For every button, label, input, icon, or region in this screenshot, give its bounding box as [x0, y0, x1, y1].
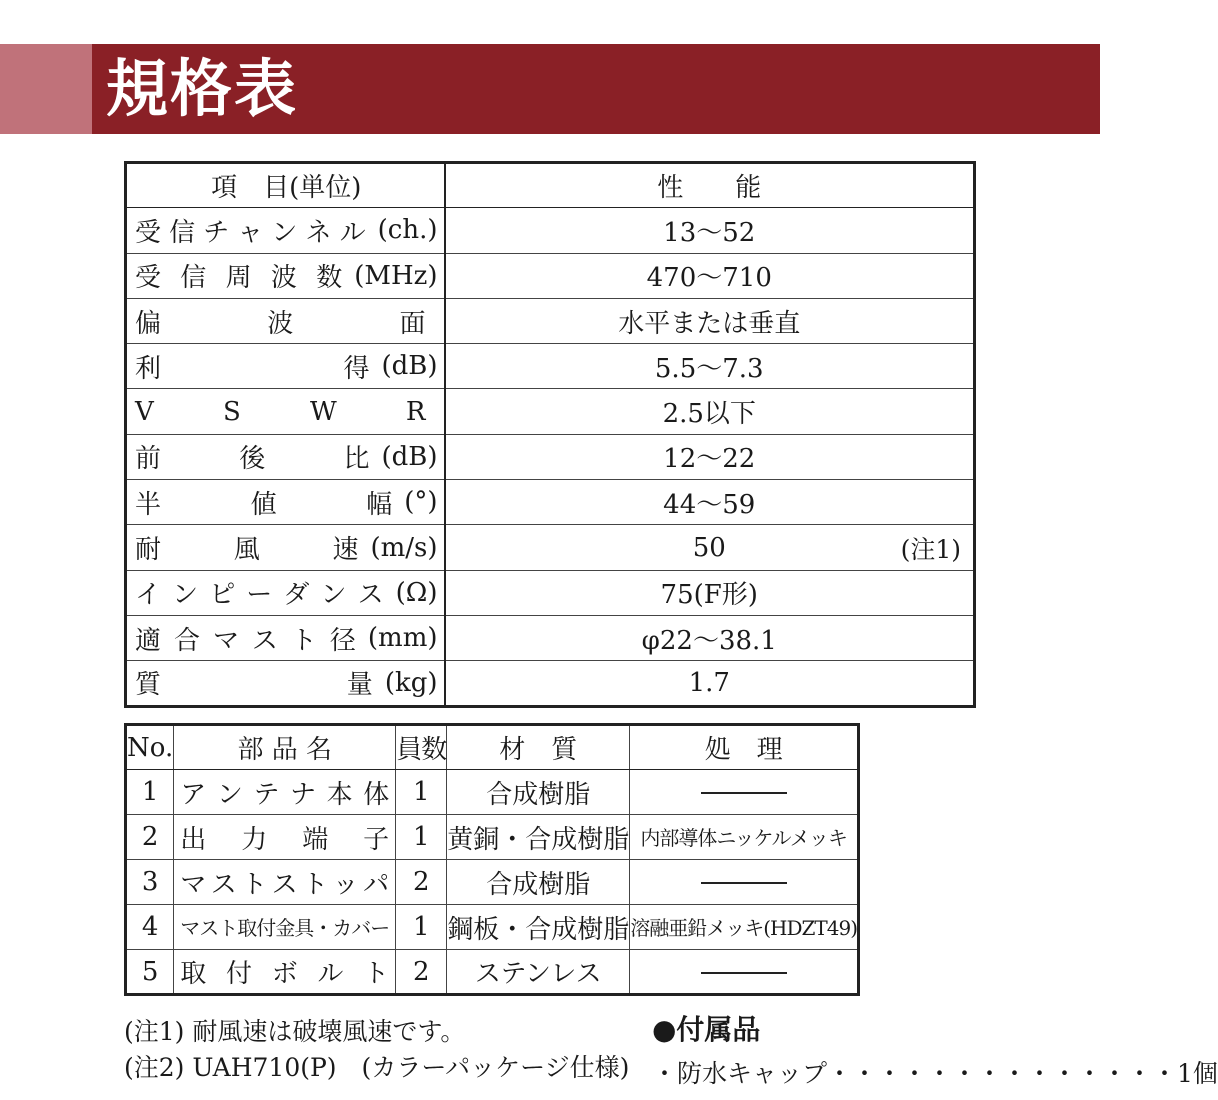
spec-item-value: 470〜710: [646, 263, 772, 294]
spec-item-unit: (kg): [384, 667, 438, 698]
part-material: 鋼板・合成樹脂: [447, 905, 630, 950]
parts-row: [126, 860, 859, 905]
spec-item-value: 12〜22: [663, 444, 756, 475]
spec-row: [126, 570, 975, 615]
spec-item-value: 1.7: [688, 667, 730, 698]
parts-row: [126, 770, 859, 815]
part-process: [630, 860, 859, 905]
spec-item-value: 13〜52: [663, 217, 756, 248]
parts-header-no: No.: [126, 725, 174, 770]
part-no: 3: [126, 860, 174, 905]
spec-row: [126, 389, 975, 434]
spec-item-value-cell: [445, 434, 975, 479]
parts-header-name: 部 品 名: [174, 725, 396, 770]
spec-item-label: [126, 525, 445, 570]
part-name: 取 付 ボ ル ト: [174, 950, 396, 995]
spec-row: [126, 208, 975, 253]
spec-row: [126, 298, 975, 343]
spec-row: [126, 661, 975, 706]
spec-item-label: [126, 298, 445, 343]
part-no: 5: [126, 950, 174, 995]
spec-item-label: [126, 208, 445, 253]
spec-row: [126, 253, 975, 298]
spec-item-value-cell: [445, 208, 975, 253]
accessories-title: ●付属品: [652, 1013, 761, 1046]
parts-header-row: [126, 725, 859, 770]
spec-item-unit: (dB): [381, 441, 438, 472]
spec-item-unit: (m/s): [370, 532, 438, 563]
spec-item-unit: (°): [404, 487, 438, 518]
part-process: 溶融亜鉛メッキ(HDZT49): [630, 905, 859, 950]
spec-item-value-cell: [445, 389, 975, 434]
spec-row: [126, 525, 975, 570]
spec-item-label: [126, 615, 445, 660]
part-name: ア ン テ ナ 本 体: [174, 770, 396, 815]
spec-item-value-cell: [445, 661, 975, 706]
spec-item-unit: (mm): [367, 623, 438, 654]
parts-table: [124, 723, 860, 996]
part-material: ステンレス: [447, 950, 630, 995]
spec-row: [126, 344, 975, 389]
part-no: 1: [126, 770, 174, 815]
accessories-item: ・防水キャップ・・・・・・・・・・・・・・1個: [652, 1059, 1218, 1088]
spec-item-name: 利 得: [135, 353, 370, 384]
spec-item-unit: (ch.): [377, 215, 438, 246]
parts-header-material: 材 質: [447, 725, 630, 770]
note-1: (注1) 耐風速は破壊風速です。: [124, 1017, 466, 1046]
spec-item-name: 適 合 マ ス ト 径: [135, 625, 356, 656]
spec-item-value: 5.5〜7.3: [654, 353, 764, 384]
spec-item-unit: (dB): [381, 351, 438, 382]
spec-note-ref: (注1): [900, 534, 961, 564]
spec-item-label: [126, 253, 445, 298]
spec-item-name: 偏 波 面: [135, 308, 426, 339]
spec-item-label: [126, 480, 445, 525]
parts-row: [126, 950, 859, 995]
part-name: マスト取付金具・カバー: [174, 905, 396, 950]
note-2: (注2) UAH710(P) (カラーパッケージ仕様): [124, 1053, 630, 1082]
part-name: 出 力 端 子: [174, 815, 396, 860]
spec-item-value: 2.5以下: [662, 399, 756, 430]
spec-item-unit: (MHz): [354, 260, 438, 291]
spec-item-name: 受 信 周 波 数: [135, 263, 343, 294]
part-qty: 2: [396, 860, 447, 905]
dash-mark: [701, 792, 787, 794]
spec-item-name: 受 信 チ ャ ン ネ ル: [135, 217, 366, 248]
page-title: 規格表: [106, 52, 299, 125]
parts-header-process: 処 理: [630, 725, 859, 770]
spec-item-value: 44〜59: [663, 489, 756, 520]
spec-item-value: 75(F形): [660, 580, 758, 611]
part-qty: 1: [396, 905, 447, 950]
spec-header-performance: 性 能: [445, 163, 975, 208]
spec-item-unit: (Ω): [395, 577, 438, 608]
dash-mark: [701, 972, 787, 974]
part-material: 黄銅・合成樹脂: [447, 815, 630, 860]
part-process: 内部導体ニッケルメッキ: [630, 815, 859, 860]
part-no: 4: [126, 905, 174, 950]
spec-item-name: 前 後 比: [135, 444, 370, 475]
spec-item-value-cell: [445, 615, 975, 660]
spec-item-name: 質 量: [135, 670, 373, 701]
spec-table: [124, 161, 976, 708]
spec-header-item: 項 目(単位): [126, 163, 445, 208]
part-no: 2: [126, 815, 174, 860]
spec-item-value-cell: [445, 298, 975, 343]
part-name: マ ス ト ス ト ッ パ: [174, 860, 396, 905]
parts-header-qty: 員数: [396, 725, 447, 770]
spec-item-label: [126, 434, 445, 479]
notes: [124, 1014, 629, 1086]
spec-item-label: [126, 661, 445, 706]
spec-header-row: [126, 163, 975, 208]
spec-item-name: イ ン ピ ー ダ ン ス: [135, 580, 384, 611]
part-qty: 2: [396, 950, 447, 995]
parts-row: [126, 815, 859, 860]
spec-row: [126, 615, 975, 660]
spec-item-label: [126, 570, 445, 615]
part-material: 合成樹脂: [447, 770, 630, 815]
spec-row: [126, 480, 975, 525]
part-material: 合成樹脂: [447, 860, 630, 905]
spec-row: [126, 434, 975, 479]
dash-mark: [701, 882, 787, 884]
spec-item-name: V S W R: [135, 396, 426, 427]
spec-item-label: [126, 344, 445, 389]
spec-item-value-cell: [445, 480, 975, 525]
spec-item-value: 50: [692, 532, 726, 563]
part-process: [630, 770, 859, 815]
spec-item-name: 耐 風 速: [135, 535, 359, 566]
spec-item-value-cell: [445, 570, 975, 615]
spec-item-value: 水平または垂直: [618, 308, 801, 339]
spec-item-value-cell: [445, 344, 975, 389]
part-qty: 1: [396, 770, 447, 815]
spec-item-name: 半 値 幅: [135, 489, 393, 520]
spec-item-label: [126, 389, 445, 434]
parts-row: [126, 905, 859, 950]
spec-item-value-cell: [445, 253, 975, 298]
spec-item-value-cell: [445, 525, 975, 570]
spec-item-value: φ22〜38.1: [641, 625, 777, 656]
part-qty: 1: [396, 815, 447, 860]
part-process: [630, 950, 859, 995]
banner-accent-block: [0, 44, 92, 134]
